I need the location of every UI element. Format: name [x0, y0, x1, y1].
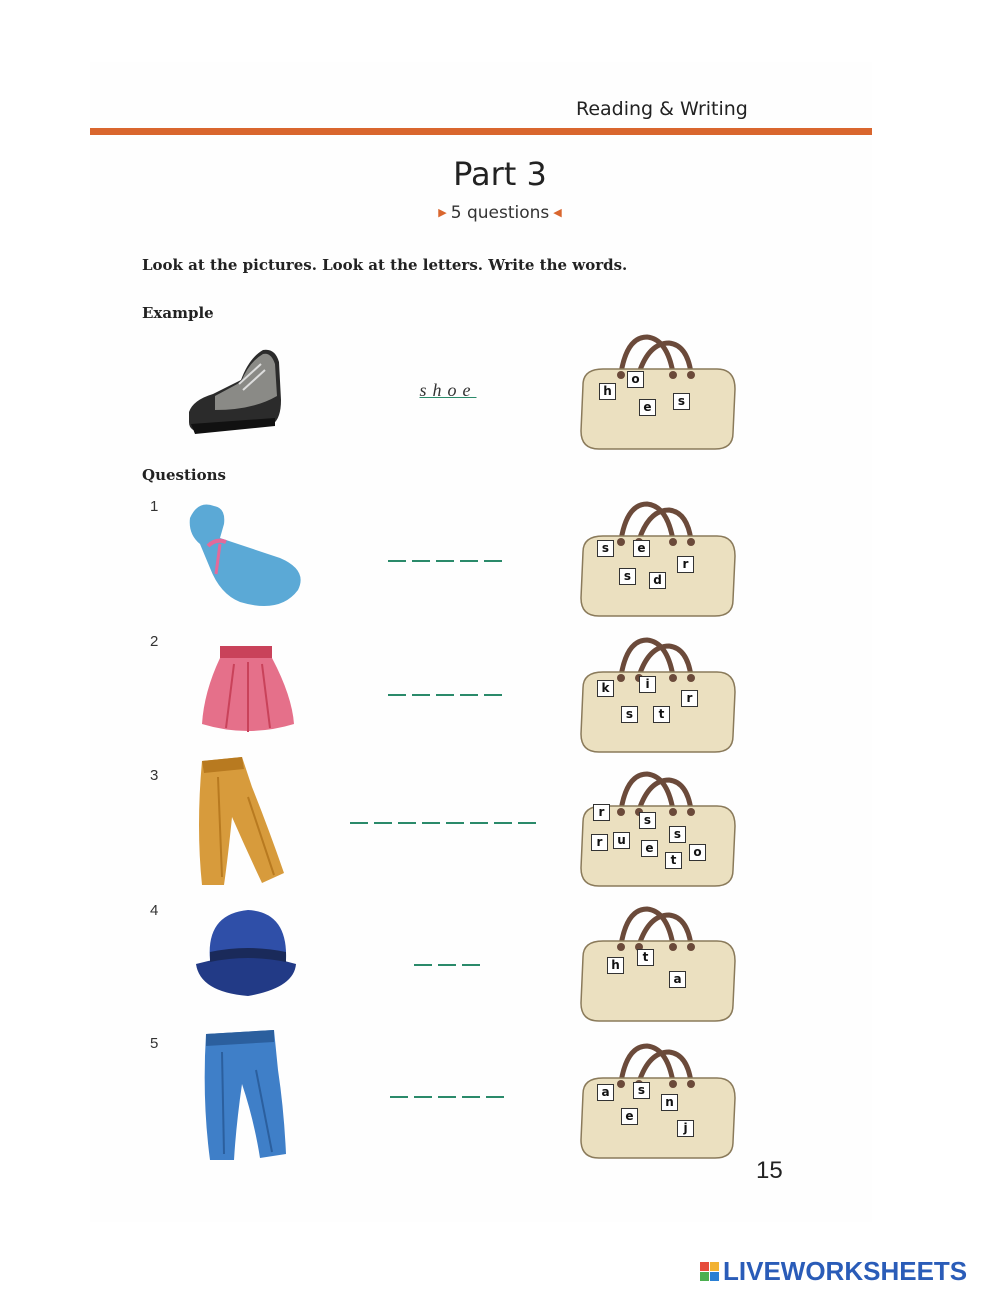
question-number: 2 — [150, 633, 159, 650]
question-number: 3 — [150, 767, 159, 784]
letter-tile: h — [607, 957, 624, 974]
letter-tile: a — [597, 1084, 614, 1101]
brand-logo — [700, 1256, 967, 1287]
letter-tile: s — [619, 568, 636, 585]
jeans-picture — [200, 1030, 292, 1164]
hat-picture — [192, 904, 298, 1000]
bag-icon — [577, 1042, 737, 1162]
answer-blanks[interactable] — [350, 822, 536, 824]
letter-tile: h — [599, 383, 616, 400]
question-2-letter-bag — [577, 636, 737, 756]
letter-tile: d — [649, 572, 666, 589]
answer-blanks[interactable] — [390, 1096, 504, 1098]
letter-tile: u — [613, 832, 630, 849]
page-number: 15 — [756, 1157, 783, 1184]
example-label: Example — [142, 304, 214, 322]
letter-tile: t — [665, 852, 682, 869]
letter-tile: s — [669, 826, 686, 843]
questions-label: Questions — [142, 466, 226, 484]
letter-tile: r — [591, 834, 608, 851]
example-answer: shoe — [419, 380, 477, 400]
answer-blanks[interactable] — [388, 694, 502, 696]
question-number: 1 — [150, 498, 159, 515]
letter-tile: i — [639, 676, 656, 693]
question-4-letter-bag — [577, 905, 737, 1025]
bag-icon — [577, 905, 737, 1025]
brand-name: LIVEWORKSHEETS — [723, 1256, 968, 1286]
letter-tile: t — [653, 706, 670, 723]
question-number: 5 — [150, 1035, 159, 1052]
example-letter-bag — [577, 333, 737, 453]
answer-blanks[interactable] — [388, 560, 502, 562]
question-count: 5 questions — [450, 203, 550, 223]
letter-tile: n — [661, 1094, 678, 1111]
triangle-left-icon: ◀ — [553, 206, 562, 219]
trousers-picture — [188, 757, 286, 889]
letter-tile: e — [633, 540, 650, 557]
triangle-right-icon: ▶ — [438, 206, 447, 219]
letter-tile: k — [597, 680, 614, 697]
letter-tile: o — [627, 371, 644, 388]
letter-tile: e — [621, 1108, 638, 1125]
letter-tile: r — [593, 804, 610, 821]
dress-picture — [180, 498, 308, 614]
section-label: Reading & Writing — [576, 98, 748, 120]
letter-tile: r — [681, 690, 698, 707]
letter-tile: o — [689, 844, 706, 861]
part-title: Part 3 — [453, 155, 547, 193]
letter-tile: r — [677, 556, 694, 573]
question-number: 4 — [150, 902, 159, 919]
letter-tile: s — [621, 706, 638, 723]
shoe-picture — [183, 340, 285, 438]
question-5-letter-bag — [577, 1042, 737, 1162]
letter-tile: a — [669, 971, 686, 988]
letter-tile: s — [597, 540, 614, 557]
letter-tile: e — [641, 840, 658, 857]
letter-tile: s — [639, 812, 656, 829]
letter-tile: t — [637, 949, 654, 966]
instruction: Look at the pictures. Look at the letters. Write the words. — [142, 256, 628, 274]
letter-tile: e — [639, 399, 656, 416]
letter-tile: s — [673, 393, 690, 410]
answer-blanks[interactable] — [414, 964, 480, 966]
header-rule — [90, 128, 872, 135]
question-3-letter-bag — [577, 770, 737, 890]
brand-mark-icon — [700, 1262, 719, 1281]
letter-tile: j — [677, 1120, 694, 1137]
skirt-picture — [198, 640, 298, 738]
question-1-letter-bag — [577, 500, 737, 620]
letter-tile: s — [633, 1082, 650, 1099]
bag-icon — [577, 770, 737, 890]
part-subtitle — [0, 203, 1000, 223]
bag-icon — [577, 500, 737, 620]
